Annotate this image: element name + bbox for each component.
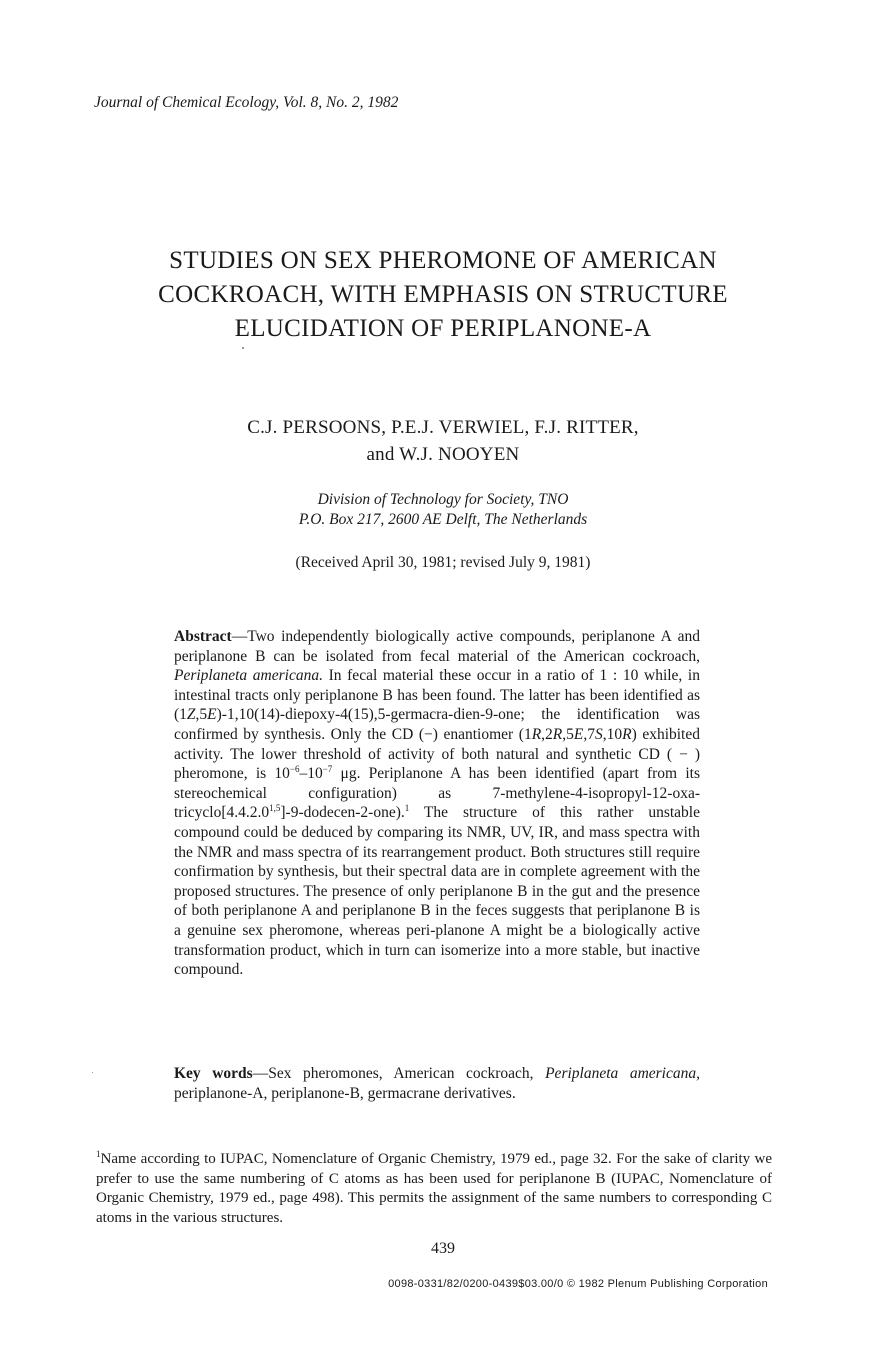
abstract-text: ,7 [583,725,595,743]
keywords [174,1064,700,1104]
footnote-text: Name according to IUPAC, Nomenclature of Organic Chemistry, 1979 ed., page 32. For the sake of clarity we prefer to use the same numbering of C atoms as has been used for periplanone B (IUPAC, Nomenclature of Organic Chemistry, 1979 ed., page 498). This permits the assignment of the same numbers to corresponding C atoms in the various structures. [96,1151,772,1226]
footnote [96,1150,772,1228]
stereo-descriptor: Z [186,706,196,724]
title-line: COCKROACH, WITH EMPHASIS ON STRUCTURE [158,281,728,308]
journal-header: Journal of Chemical Ecology, Vol. 8, No. 2, 1982 [94,94,399,111]
footnote-reference[interactable]: 1 [404,803,410,814]
affiliation-line: P.O. Box 217, 2600 AE Delft, The Netherlands [298,511,588,528]
page-number: 439 [431,1240,455,1257]
abstract-text: μg. Periplanone A has been identified (apart from its stereochemical configuration) as 7-methylene-4-isopropyl-12-oxa-tricyclo[4.4.2.0 [174,765,700,822]
abstract-text: –10 [299,765,323,783]
exponent: −6 [289,764,300,775]
species-name: Periplaneta americana. [174,667,323,685]
scan-speck [92,1072,93,1073]
stereo-descriptor: R [622,725,632,743]
keywords-text: Sex pheromones, American cockroach, [268,1065,546,1082]
authors-line: C.J. PERSOONS, P.E.J. VERWIEL, F.J. RITTER, [247,417,639,438]
title-line: ELUCIDATION OF PERIPLANONE-A [234,315,652,342]
keywords-text: periplanone-A, periplanone-B, germacrane derivatives. [174,1085,516,1102]
abstract-text: ) exhibited activity. The lower threshold of activity of both natural and synthetic CD ( − ) pheromone, is 10 [174,725,700,783]
abstract-label: Abstract [174,628,232,645]
stereo-descriptor: E [573,725,584,743]
exponent: −7 [322,764,333,775]
affiliation [60,490,826,530]
abstract-text: ,10 [602,725,623,743]
keywords-label: Key words [174,1065,253,1082]
species-name: Periplaneta americana, [545,1065,700,1082]
keywords-dash: — [252,1065,269,1082]
abstract-text: In fecal material these occur in a ratio of 1 : 10 while, in intestinal tracts only periplanone B has been found. The latter has been identified as (1 [174,667,700,724]
scan-speck [242,347,244,349]
abstract-text: ,5 [562,725,574,743]
abstract-text: The structure of this rather unstable compound could be deduced by comparing its NMR, UV, IR, and mass spectra with the NMR and mass spectra of its rearrangement product. Both structures still require confirmation by synthesis, but their spectral data are in complete agreement with the proposed structures. The presence of only periplanone B in the gut and the presence of both periplanone A and periplanone B in the feces suggests that periplanone B is a genuine sex pheromone, whereas peri-planone A might be a biologically active transformation product, which in turn can isomerize into a more stable, but inactive compound. [174,804,700,979]
stereo-descriptor: R [552,725,563,743]
stereo-descriptor: E [207,706,217,724]
abstract-text: Two independently biologically active compounds, periplanone A and periplanone B can be isolated from fecal material of the American cockroach, [174,628,700,665]
title-line: STUDIES ON SEX PHEROMONE OF AMERICAN [169,247,717,274]
abstract-dash: — [231,628,248,645]
abstract [174,627,700,980]
copyright-line: 0098-0331/82/0200-0439$03.00/0 © 1982 Plenum Publishing Corporation [388,1278,768,1290]
authors-line: and W.J. NOOYEN [366,444,520,465]
abstract-text: ]-9-dodecen-2-one). [280,804,405,822]
stereo-descriptor: S [594,725,603,743]
bridge-superscript: 1,5 [269,803,281,814]
received-dates: (Received April 30, 1981; revised July 9, 1981) [295,554,591,571]
paper-title [60,244,826,346]
stereo-descriptor: R [531,725,542,743]
affiliation-line: Division of Technology for Society, TNO [317,491,569,508]
abstract-text: ,5 [195,706,208,724]
footnote-mark: 1 [96,1149,101,1159]
authors [60,414,826,468]
abstract-text: ,2 [541,725,553,743]
abstract-text: )-1,10(14)-diepoxy-4(15),5-germacra-dien-9-one; the identification was confirmed by synthesis. Only the CD (−) enantiomer (1 [174,706,700,743]
